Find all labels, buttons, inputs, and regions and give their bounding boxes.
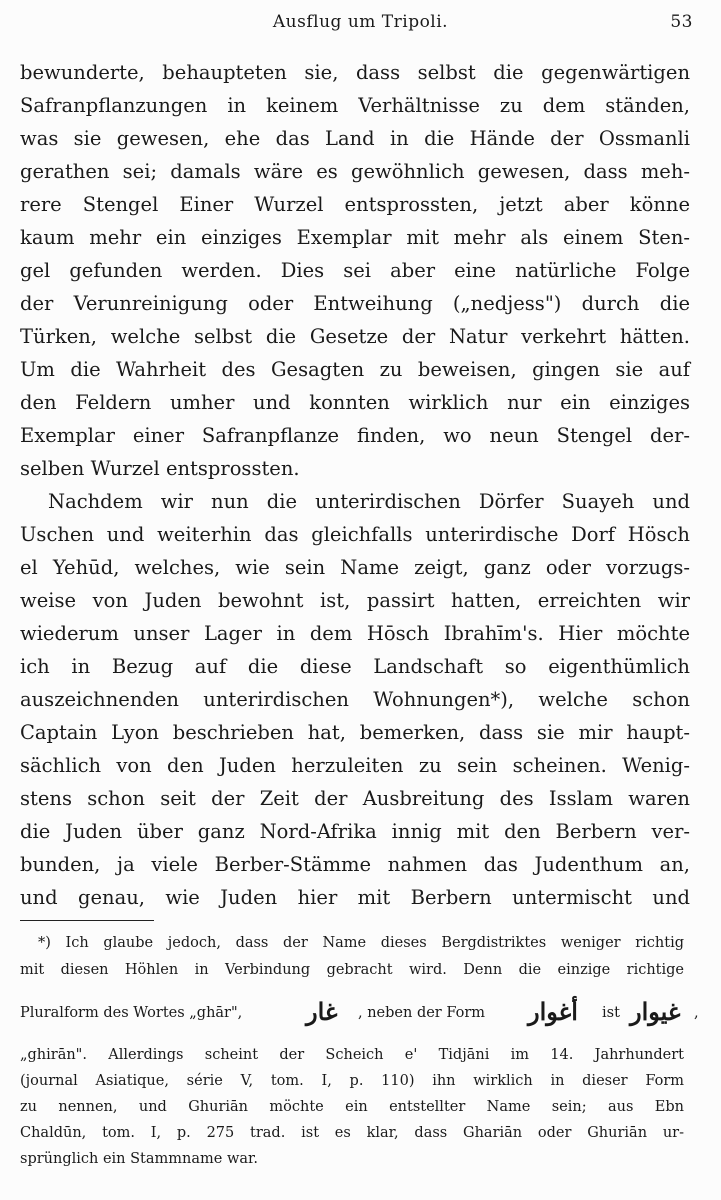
- body-line: rere Stengel Einer Wurzel entsprossten, jetzt aber könne: [20, 193, 690, 216]
- footnote-line: mit diesen Höhlen in Verbindung gebracht wird. Denn die einzige richtige: [20, 962, 684, 978]
- running-head: [0, 12, 721, 42]
- body-line: selben Wurzel entsprossten.: [20, 457, 300, 480]
- body-line: gel gefunden werden. Dies sei aber eine natürliche Folge: [20, 259, 690, 282]
- body-line: was sie gewesen, ehe das Land in die Hände der Ossmanli: [20, 127, 690, 150]
- footnote-text: Pluralform des Wortes „ghār",: [20, 1005, 243, 1021]
- footnote-text: ,: [694, 1005, 699, 1021]
- footnote-plural-line: [20, 997, 699, 1037]
- body-line: den Feldern umher und konnten wirklich nur ein einziges: [20, 391, 690, 414]
- body-line: Exemplar einer Safranpflanze finden, wo neun Stengel der-: [20, 424, 690, 447]
- footnote-line: (journal Asiatique, série V, tom. I, p. 110) ihn wirklich in dieser Form: [20, 1073, 684, 1089]
- footnote-text: ist: [602, 1005, 620, 1021]
- paragraph-start-line: Nachdem wir nun die unterirdischen Dörfer Suayeh und: [48, 490, 690, 513]
- body-line: wiederum unser Lager in dem Hōsch Ibrahīm's. Hier möchte: [20, 622, 690, 645]
- body-line: stens schon seit der Zeit der Ausbreitung des Isslam waren: [20, 787, 690, 810]
- body-line: auszeichnenden unterirdischen Wohnungen*), welche schon: [20, 688, 690, 711]
- body-line: bunden, ja viele Berber-Stämme nahmen das Judenthum an,: [20, 853, 690, 876]
- footnote-line: zu nennen, und Ghuriān möchte ein entstellter Name sein; aus Ebn: [20, 1099, 684, 1115]
- body-line: Safranpflanzungen in keinem Verhältnisse zu dem ständen,: [20, 94, 690, 117]
- body-line: sächlich von den Juden herzuleiten zu sein scheinen. Wenig-: [20, 754, 690, 777]
- footnote-line: *) Ich glaube jedoch, dass der Name dieses Bergdistriktes weniger richtig: [38, 935, 684, 951]
- body-line: kaum mehr ein einziges Exemplar mit mehr als einem Sten-: [20, 226, 690, 249]
- running-head-title: Ausflug um Tripoli.: [272, 12, 449, 32]
- body-line: der Verunreinigung oder Entweihung („nedjess") durch die: [20, 292, 690, 315]
- body-line: Um die Wahrheit des Gesagten zu beweisen, gingen sie auf: [20, 358, 690, 381]
- body-line: Uschen und weiterhin das gleichfalls unterirdische Dorf Hösch: [20, 523, 690, 546]
- body-line: gerathen sei; damals wäre es gewöhnlich gewesen, dass meh-: [20, 160, 690, 183]
- footnote-text: , neben der Form: [358, 1005, 486, 1021]
- body-line: weise von Juden bewohnt ist, passirt hatten, erreichten wir: [20, 589, 690, 612]
- body-line: Türken, welche selbst die Gesetze der Natur verkehrt hätten.: [20, 325, 690, 348]
- arabic-word: أغوار: [528, 997, 578, 1026]
- footnote-rule: [20, 920, 154, 921]
- body-line: die Juden über ganz Nord-Afrika innig mit den Berbern ver-: [20, 820, 690, 843]
- body-line: bewunderte, behaupteten sie, dass selbst die gegenwärtigen: [20, 61, 690, 84]
- arabic-word: غار: [306, 997, 338, 1026]
- arabic-word: غيوار: [630, 997, 681, 1026]
- body-line: el Yehūd, welches, wie sein Name zeigt, ganz oder vorzugs-: [20, 556, 690, 579]
- page-number: 53: [670, 12, 693, 32]
- footnote-line: „ghirān". Allerdings scheint der Scheich e' Tidjāni im 14. Jahrhundert: [20, 1047, 684, 1063]
- body-line: ich in Bezug auf die diese Landschaft so eigenthümlich: [20, 655, 690, 678]
- body-line: und genau, wie Juden hier mit Berbern untermischt und: [20, 886, 690, 909]
- body-line: Captain Lyon beschrieben hat, bemerken, dass sie mir haupt-: [20, 721, 690, 744]
- footnote-line: sprünglich ein Stammname war.: [20, 1151, 258, 1167]
- footnote-line: Chaldūn, tom. I, p. 275 trad. ist es klar, dass Ghariān oder Ghuriān ur-: [20, 1125, 684, 1141]
